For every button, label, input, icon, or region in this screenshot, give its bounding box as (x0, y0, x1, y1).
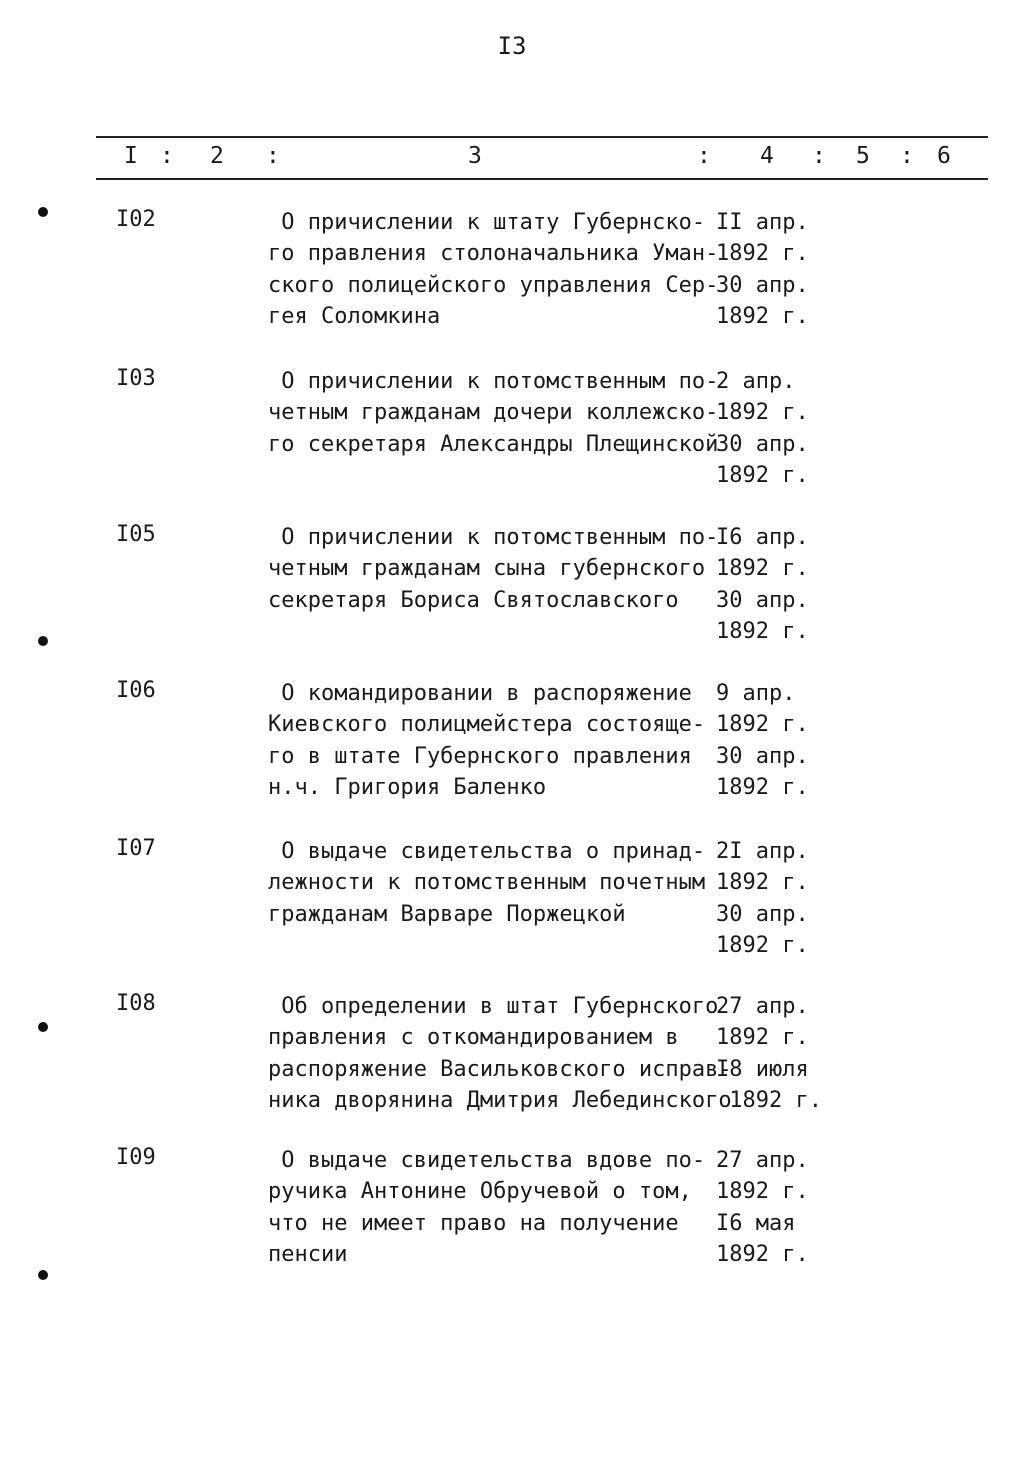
entry-description (268, 366, 719, 460)
entry-dates (716, 522, 809, 647)
description-line: ручика Антонине Обручевой о том, (268, 1179, 692, 1205)
header-separator: : (697, 143, 711, 169)
description-line: пенсии (268, 1241, 348, 1267)
description-line: О причислении к потомственным по- (268, 369, 719, 394)
date-line: 1892 г. (716, 400, 809, 426)
date-line: 1892 г. (716, 618, 809, 644)
header-col-5: 5 (856, 143, 870, 169)
description-line: четным гражданам сына губернского (268, 556, 706, 582)
date-line: 1892 г. (716, 1025, 809, 1051)
entry-number: I08 (116, 991, 156, 1016)
description-line: го правления столоначальника Уман- (268, 241, 719, 267)
binder-hole-mark (38, 1270, 48, 1280)
header-col-6: 6 (937, 143, 951, 169)
header-separator: : (900, 143, 914, 169)
entry-number: I09 (116, 1145, 156, 1170)
date-line: 27 апр. (716, 1148, 809, 1173)
description-line: О выдаче свидетельства вдове по- (268, 1148, 706, 1173)
date-line: 30 апр. (716, 901, 809, 927)
header-col-3: 3 (468, 143, 482, 169)
description-line: О причислении к штату Губернско- (268, 210, 706, 235)
date-line: 30 апр. (716, 587, 809, 613)
description-line: лежности к потомственным почетным (268, 870, 706, 896)
entry-dates (716, 836, 809, 961)
description-line: что не имеет право на получение (268, 1210, 679, 1236)
binder-hole-mark (38, 636, 48, 646)
entry-dates (716, 1145, 809, 1270)
description-line: гражданам Варваре Поржецкой (268, 901, 626, 927)
header-col-1: I (124, 143, 138, 169)
date-line: I8 июля (716, 1056, 809, 1082)
entry-description (268, 522, 719, 616)
entry-description (268, 207, 719, 332)
date-line: 2 апр. (716, 369, 796, 394)
description-line: правления с откомандированием в (268, 1025, 679, 1051)
description-line: го в штате Губернского правления (268, 743, 692, 769)
entry-number: I02 (116, 207, 156, 232)
description-line: секретаря Бориса Святославского (268, 587, 679, 613)
entry-number: I07 (116, 836, 156, 861)
entry-number: I03 (116, 366, 156, 391)
entry-dates (716, 366, 809, 491)
date-line: 30 апр. (716, 431, 809, 457)
description-line: го секретаря Александры Плещинской (268, 431, 719, 457)
table-header (0, 143, 1024, 173)
page-number: I3 (497, 32, 527, 60)
binder-hole-mark (38, 1022, 48, 1032)
entry-description (268, 991, 732, 1116)
entry-dates (716, 991, 822, 1116)
date-line: II апр. (716, 210, 809, 235)
date-line: 1892 г. (716, 303, 809, 329)
description-line: Об определении в штат Губернского (268, 994, 719, 1019)
table-header-bottom-rule (96, 178, 988, 180)
date-line: 30 апр. (716, 743, 809, 769)
entry-description (268, 678, 716, 803)
date-line: 1892 г. (716, 774, 809, 800)
description-line: О выдаче свидетельства о принад- (268, 839, 706, 864)
date-line: I6 мая (716, 1210, 796, 1236)
description-line: н.ч. Григория Баленко (268, 774, 547, 800)
header-col-2: 2 (210, 143, 224, 169)
description-line: ника дворянина Дмитрия Лебединского (268, 1087, 732, 1113)
table-header-top-rule (96, 136, 988, 138)
entry-dates (716, 207, 809, 332)
description-line: О командировании в распоряжение (268, 681, 692, 706)
date-line: 9 апр. (716, 681, 796, 706)
date-line: 1892 г. (716, 712, 809, 738)
date-line: 27 апр. (716, 994, 809, 1019)
description-line: О причислении к потомственным по- (268, 525, 719, 550)
date-line: 1892 г. (716, 556, 809, 582)
description-line: гея Соломкина (268, 303, 441, 329)
entry-number: I06 (116, 678, 156, 703)
header-separator: : (812, 143, 826, 169)
header-col-4: 4 (760, 143, 774, 169)
description-line: ского полицейского управления Сер- (268, 272, 719, 298)
description-line: четным гражданам дочери коллежско- (268, 400, 719, 426)
description-line: распоряжение Васильковского исправ- (268, 1056, 732, 1082)
date-line: 1892 г. (716, 1241, 809, 1267)
date-line: 2I апр. (716, 839, 809, 864)
date-line: 1892 г. (716, 870, 809, 896)
date-line: 1892 г. (716, 462, 809, 488)
date-line: 30 апр. (716, 272, 809, 298)
description-line: Киевского полицмейстера состояще- (268, 712, 706, 738)
binder-hole-mark (38, 207, 48, 217)
entry-description (268, 1145, 716, 1270)
date-line: 1892 г. (716, 1087, 822, 1113)
date-line: 1892 г. (716, 932, 809, 958)
date-line: I6 апр. (716, 525, 809, 550)
header-separator: : (160, 143, 174, 169)
header-separator: : (266, 143, 280, 169)
entry-description (268, 836, 716, 930)
date-line: 1892 г. (716, 1179, 809, 1205)
entry-dates (716, 678, 809, 803)
entry-number: I05 (116, 522, 156, 547)
date-line: 1892 г. (716, 241, 809, 267)
